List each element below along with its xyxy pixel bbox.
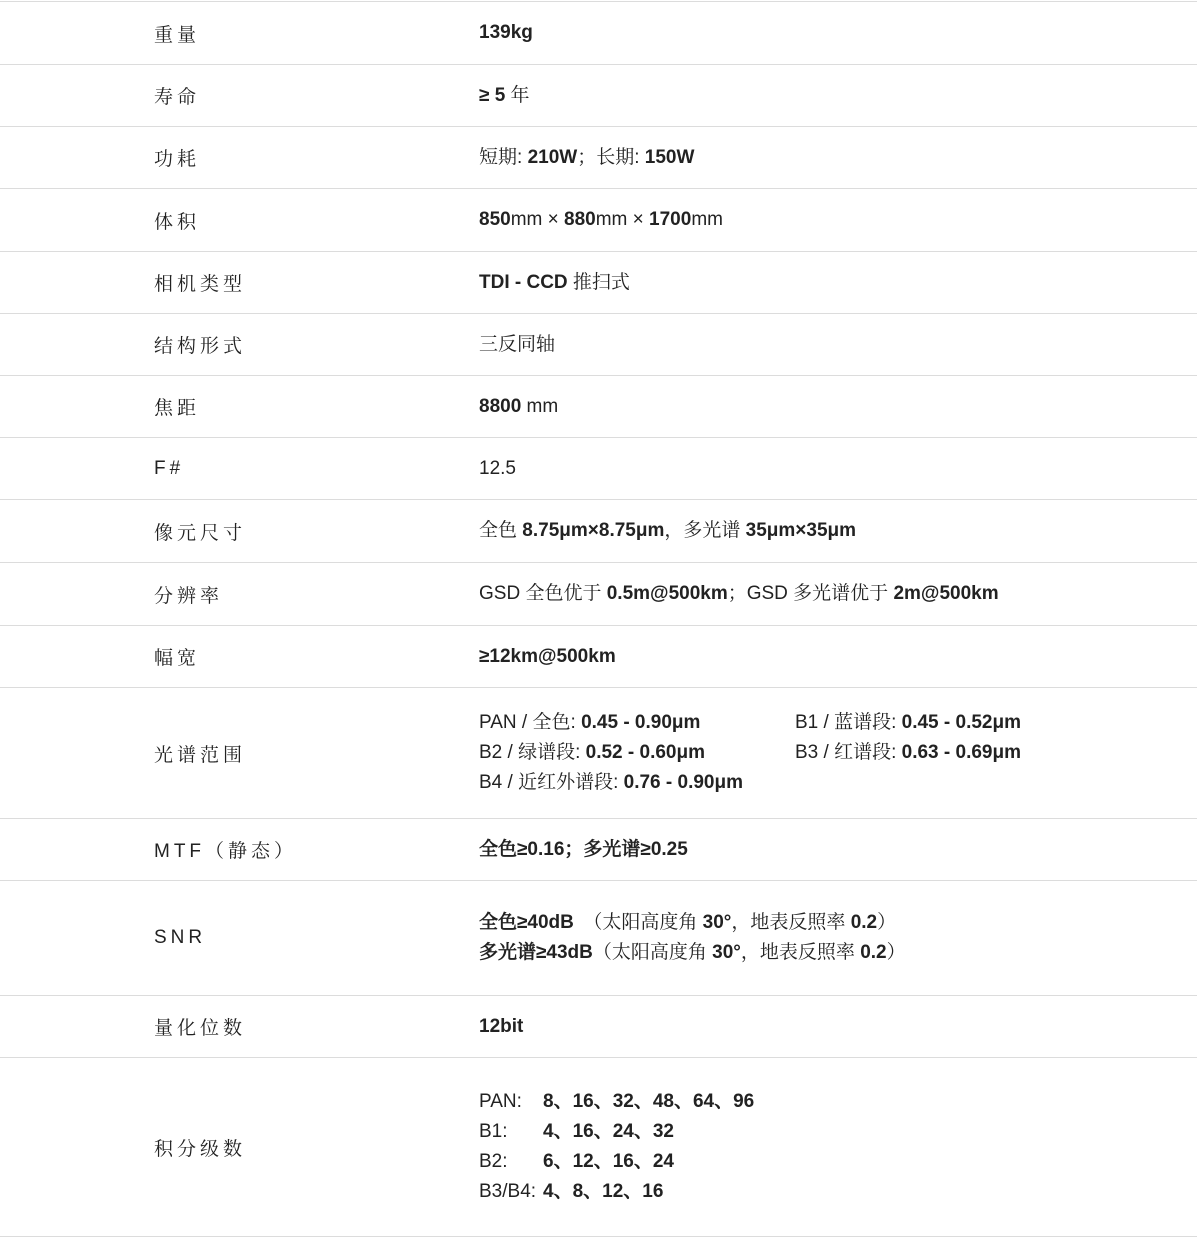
band-range: 0.45 - 0.90μm	[581, 712, 701, 733]
value-text: ，地表反照率	[740, 942, 861, 963]
value-text: 850	[479, 209, 511, 230]
value-text: （太阳高度角	[592, 942, 713, 963]
value-text: 30°	[702, 912, 732, 933]
band-name: B3 / 红谱段:	[795, 742, 902, 763]
value-text: mm	[691, 209, 723, 230]
spec-row-spectral-range	[0, 687, 1197, 818]
value-text: ，多光谱	[664, 520, 746, 541]
spec-row-resolution	[0, 562, 1197, 625]
row-value	[479, 314, 555, 375]
value-text: mm	[521, 395, 559, 417]
stage-values: 8、16、32、48、64、96	[543, 1091, 755, 1112]
value-text: ）	[877, 912, 897, 933]
row-label: 光谱范围	[154, 744, 247, 766]
spec-row-structure	[0, 313, 1197, 375]
spec-row-mtf	[0, 818, 1197, 880]
value-text: ≥ 5	[479, 84, 506, 106]
spec-row-weight	[0, 1, 1197, 64]
row-label: 量化位数	[154, 1018, 247, 1039]
spec-row-focal-length	[0, 375, 1197, 437]
row-value	[479, 189, 723, 251]
stage-list	[479, 1087, 754, 1207]
stage-key: B2:	[479, 1151, 508, 1172]
spec-row-camera-type	[0, 251, 1197, 313]
row-value	[479, 2, 533, 64]
value-text: ，地表反照率	[731, 912, 851, 933]
value-text: 30°	[712, 942, 741, 963]
band-range: 0.76 - 0.90μm	[623, 772, 744, 793]
row-label: 像元尺寸	[154, 522, 247, 544]
row-label: 体积	[154, 211, 201, 233]
value-text: 12bit	[479, 1015, 524, 1037]
value-text: TDI - CCD	[479, 271, 568, 293]
value-text: GSD 全色优于	[479, 583, 607, 604]
value-text: 全色≥0.16；多光谱≥0.25	[479, 838, 688, 860]
value-text: mm ×	[510, 209, 565, 230]
row-value	[479, 881, 906, 995]
row-label: 幅宽	[154, 648, 201, 669]
snr-line	[479, 938, 906, 968]
row-label: 重量	[154, 24, 201, 46]
row-label: 结构形式	[154, 336, 247, 357]
row-label: 积分级数	[154, 1138, 247, 1160]
value-text: 0.5m@500km	[606, 583, 728, 604]
band-grid	[479, 708, 1021, 798]
spec-row-pixel-size	[0, 499, 1197, 562]
row-label: 分辨率	[154, 585, 224, 607]
band-range: 0.52 - 0.60μm	[585, 742, 706, 763]
value-text: mm ×	[595, 209, 650, 230]
value-text: 1700	[649, 209, 692, 230]
value-text: ；长期:	[577, 146, 645, 168]
stage-key: PAN:	[479, 1091, 522, 1112]
row-value	[479, 252, 630, 313]
band-name: PAN / 全色:	[479, 712, 582, 733]
band-name: B1 / 蓝谱段:	[795, 712, 902, 733]
row-value	[479, 996, 523, 1057]
stage-values: 4、16、24、32	[543, 1121, 674, 1142]
row-value	[479, 688, 1021, 818]
value-text: 全色≥40dB	[479, 912, 574, 933]
row-label: SNR	[154, 927, 207, 948]
row-value	[479, 376, 558, 437]
row-label: 焦距	[154, 398, 201, 419]
row-value	[479, 65, 530, 126]
value-text: 150W	[644, 146, 695, 168]
value-text: 三反同轴	[479, 333, 556, 355]
spec-table	[0, 1, 1197, 1237]
value-text: ≥12km@500km	[479, 645, 616, 667]
value-text: 210W	[527, 146, 578, 168]
row-value	[479, 438, 516, 499]
row-label: MTF（静态）	[154, 841, 298, 862]
value-text: 35μm×35μm	[745, 520, 857, 541]
spec-row-lifetime	[0, 64, 1197, 126]
band-item	[479, 768, 795, 798]
spec-row-f-number	[0, 437, 1197, 499]
value-text: 全色	[479, 520, 523, 541]
spec-row-snr	[0, 880, 1197, 995]
band-item	[795, 708, 1021, 738]
band-range: 0.45 - 0.52μm	[901, 712, 1022, 733]
value-text: 12.5	[479, 457, 516, 479]
value-text: 880	[564, 209, 596, 230]
band-item	[479, 738, 795, 768]
value-text: 年	[505, 84, 530, 106]
row-value	[479, 563, 999, 625]
value-text: 2m@500km	[893, 583, 999, 604]
spec-row-quantization	[0, 995, 1197, 1057]
snr-line	[479, 908, 906, 938]
value-text: 0.2	[850, 912, 878, 933]
stage-key: B1:	[479, 1121, 508, 1142]
value-text: ；GSD 多光谱优于	[727, 583, 894, 604]
value-text: （太阳高度角	[573, 912, 703, 933]
band-name: B2 / 绿谱段:	[479, 742, 586, 763]
stage-values: 4、8、12、16	[543, 1181, 664, 1202]
value-text: ）	[886, 942, 906, 963]
band-item	[479, 708, 795, 738]
spec-row-power	[0, 126, 1197, 188]
value-text: 139kg	[479, 22, 533, 43]
row-value	[479, 626, 616, 687]
value-text: 推扫式	[567, 271, 630, 293]
value-text: 0.2	[860, 942, 887, 963]
row-value	[479, 819, 688, 880]
stage-key: B3/B4:	[479, 1181, 537, 1202]
stage-values: 6、12、16、24	[543, 1151, 674, 1172]
row-label: 寿命	[154, 87, 201, 108]
band-name: B4 / 近红外谱段:	[479, 772, 624, 793]
spec-row-integration-stages	[0, 1057, 1197, 1237]
row-value	[479, 500, 856, 562]
row-label: 相机类型	[154, 274, 247, 295]
row-label: F#	[154, 457, 185, 479]
spec-row-swath	[0, 625, 1197, 687]
row-value	[479, 1058, 754, 1236]
value-text: 短期:	[479, 146, 528, 168]
value-text: 8.75μm×8.75μm	[522, 520, 665, 541]
row-label: 功耗	[154, 149, 201, 170]
band-range: 0.63 - 0.69μm	[901, 742, 1022, 763]
band-item	[795, 738, 1021, 768]
value-text: 8800	[479, 395, 522, 417]
spec-row-volume	[0, 188, 1197, 251]
row-value	[479, 127, 694, 188]
value-text: 多光谱≥43dB	[479, 942, 593, 963]
